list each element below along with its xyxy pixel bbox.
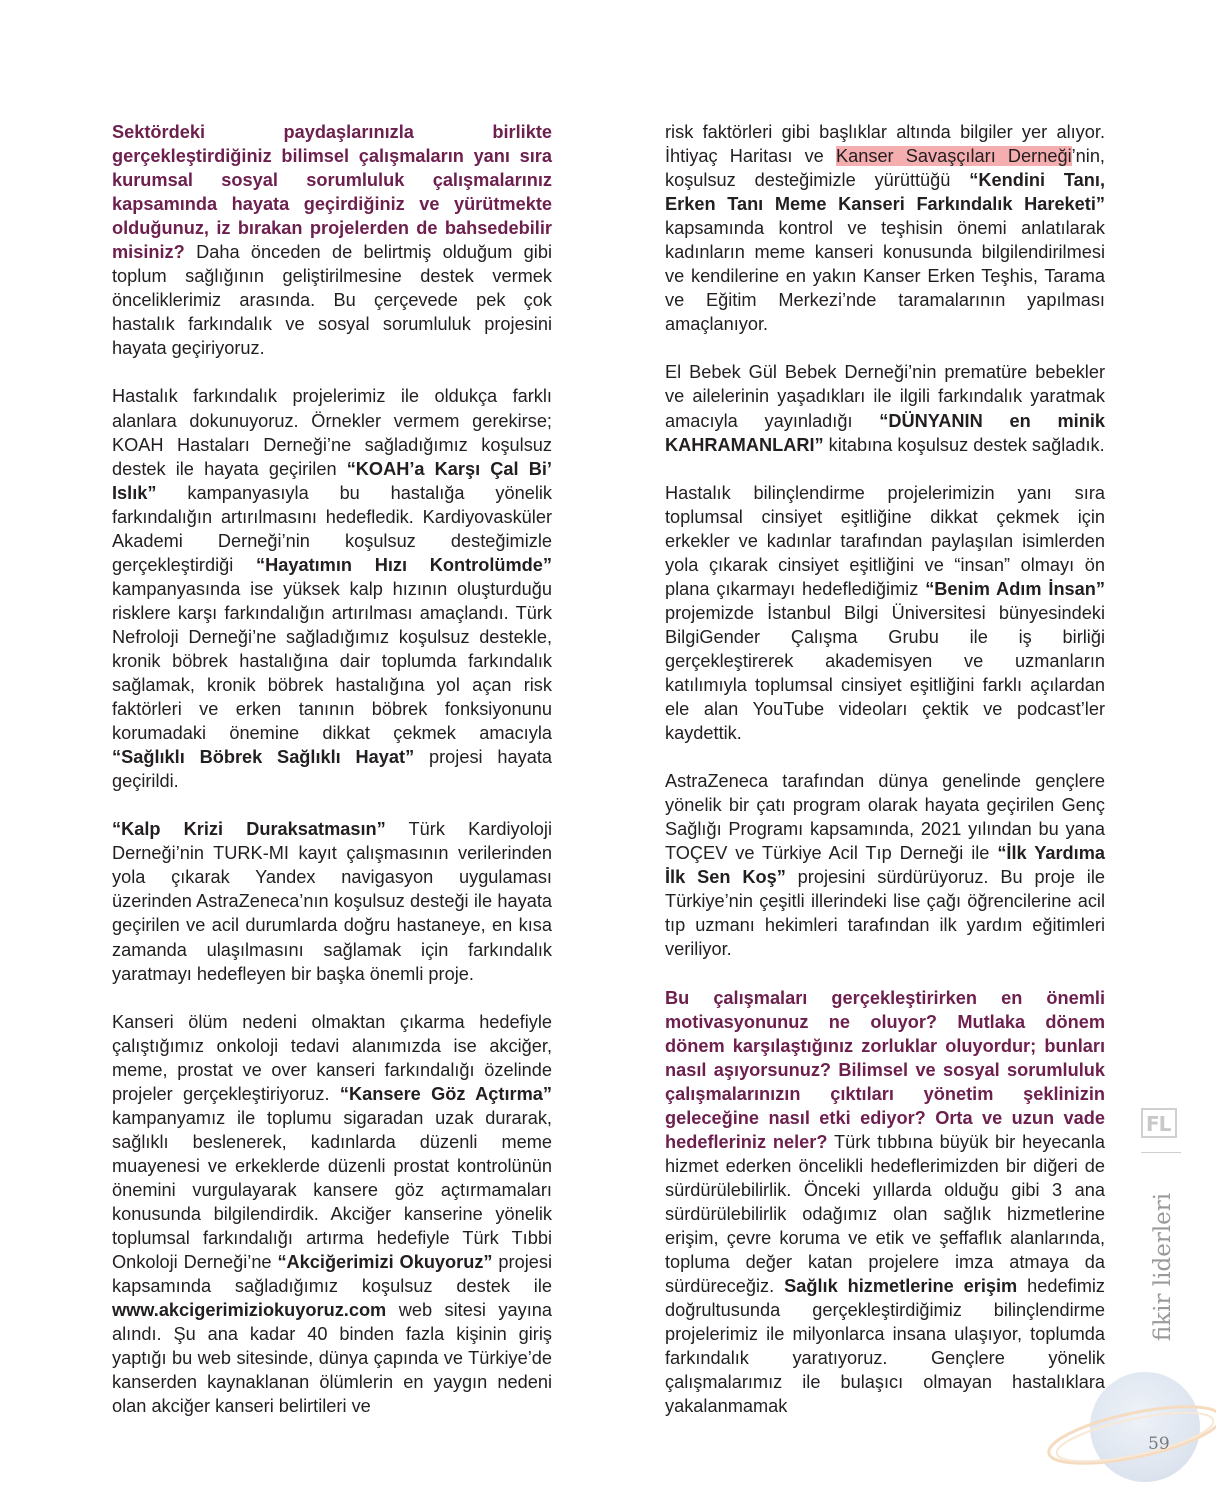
- body-text: ’nin, koşulsuz desteğimizle yürüttüğü: [665, 146, 1105, 191]
- answer-text: Daha önceden de belirtmiş olduğum gibi toplum sağlığının geliştirilmesine destek vermek önceliklerimiz arasında. Bu çerçevede pek çok hastalık farkındalık ve sosyal sorumluluk projesini hayata geçiriyoruz.: [112, 242, 552, 359]
- body-text: kampanyasıyla bu hastalığa yönelik farkındalığın artırılmasını hedefledik. Kardiyovasküler Akademi Derneği’nin koşulsuz desteğimizle gerçekleştirdiği: [112, 482, 552, 575]
- body-text: projesi hayata geçirildi.: [112, 747, 552, 792]
- body-text: projesini sürdürüyoruz. Bu proje ile Türkiye’nin çeşitli illerindeki lise çağı öğrencilerine acil tıp uzmanı hekimleri tarafından ilk yardım eğitimleri veriliyor.: [665, 867, 1106, 960]
- body-text: projemizde İstanbul Bilgi Üniversitesi bünyesindeki BilgiGender Çalışma Grubu ile iş birliği gerçekleştirerek akademisyen ve uzmanların katılımıyla toplumsal cinsiyet eşitliğini farklı açılardan ele alan YouTube videoları çektik ve podcast’ler kaydettik.: [665, 602, 1105, 744]
- website-link[interactable]: www.akcigerimiziokuyoruz.com: [112, 1300, 387, 1321]
- body-text: web sitesi yayına alındı. Şu ana kadar 40 binden fazla kişinin giriş yaptığı bu web sitesinde, dünya çapında ve Türkiye’de kanserden kaynaklanan ölümlerin en yaygın nedeni olan akciğer kanseri belirtileri ve: [112, 1300, 552, 1417]
- body-text: kampanyamız ile toplumu sigaradan uzak durarak, sağlıklı beslenerek, kadınlarda düzenli meme muayenesi ve erkeklerde düzenli prostat kontrolünün önemini vurgulayarak kansere göz açtırmamaları konusunda bilgilendirdik. Akciğer kanserine yönelik toplumsal farkındalığı artırma hedefiyle Türk Tıbbi Onkoloji Derneği’ne: [112, 1107, 552, 1273]
- campaign-name: “Kalp Krizi Duraksatmasın”: [112, 819, 386, 840]
- magazine-logo: [1141, 1108, 1177, 1138]
- paragraph-heart-attack: [112, 817, 552, 985]
- body-text: projesi kapsamında sağladığımız koşulsuz destek ile: [112, 1252, 552, 1297]
- paragraph-oncology: [112, 1010, 552, 1419]
- body-text: kitabına koşulsuz destek sağladık.: [823, 434, 1105, 455]
- campaign-name: “Akciğerimizi Okuyoruz”: [277, 1252, 493, 1273]
- paragraph-breast-cancer: [665, 120, 1105, 336]
- body-text: Hastalık farkındalık projelerimiz ile oldukça farklı alanlara dokunuyoruz. Örnekler vermem gerekirse; KOAH Hastaları Derneği’ne sağladığımız koşulsuz destek ile hayata geçirilen: [112, 386, 552, 479]
- book-title: “DÜNYANIN en minik KAHRAMANLARI”: [665, 410, 1105, 455]
- logo-text: FL: [1146, 1112, 1171, 1136]
- campaign-name: “KOAH’a Karşı Çal Bi’ Islık”: [112, 458, 552, 503]
- campaign-name: “Benim Adım İnsan”: [925, 578, 1105, 599]
- page-number: 59: [1148, 1434, 1170, 1454]
- interview-question: Sektördeki paydaşlarınızla birlikte gerçekleştirdiğiniz bilimsel çalışmaların yanı sıra kurumsal sosyal sorumluluk çalışmalarınız kapsamında hayata geçirdiğiniz ve yürütmekte olduğunuz, iz bırakan projelerden de bahsedebilir misiniz?: [112, 122, 552, 263]
- body-text: Kanseri ölüm nedeni olmaktan çıkarma hedefiyle çalıştığımız onkoloji tedavi alanımızda ise akciğer, meme, prostat ve over kanseri farkındalığı özelinde projeler gerçekleştiriyoruz.: [112, 1011, 552, 1104]
- answer-text: hedefimiz doğrultusunda gerçekleştirdiğimiz bilinçlendirme projelerimiz ile milyonlarca insana ulaşıyor, toplumda farkındalık yaratıyoruz. Gençlere yönelik çalışmalarımız ile bulaşıcı olmayan hastalıklara yakalanmamak: [665, 1276, 1105, 1417]
- paragraph-intro-question: [112, 120, 552, 360]
- campaign-name: “Hayatımın Hızı Kontrolümde”: [256, 554, 552, 575]
- answer-text: Türk tıbbına büyük bir heyecanla hizmet ederken öncelikli hedeflerimizden bir diğeri de sürdürülebilirlik. Önceki yıllarda olduğu gibi 3 ana sürdürülebilirlik odağımız olan sağlık hizmetlerine erişim, çevre koruma ve etik ve şeffaflık alanlarında, topluma değer katan projelere imza atmaya da sürdüreceğiz.: [665, 1131, 1105, 1297]
- paragraph-awareness-projects: [112, 384, 552, 793]
- body-text: risk faktörleri gibi başlıklar altında bilgiler yer alıyor. İhtiyaç Haritası ve: [665, 122, 1105, 167]
- body-text: Türk Kardiyoloji Derneği’nin TURK-MI kayıt çalışmasının verilerinden yola çıkarak Yandex navigasyon uygulaması üzerinden AstraZeneca’nın koşulsuz desteği ile hayata geçirilen ve acil durumlarda doğru hastaneye, en kısa zamanda ulaşılmasını sağlamak için farkındalık yaratmayı hedefleyen bir başka önemli proje.: [112, 819, 552, 984]
- right-column: [665, 120, 1105, 1442]
- paragraph-motivation-question: [665, 986, 1105, 1419]
- campaign-name: “Kendini Tanı, Erken Tanı Meme Kanseri Farkındalık Hareketi”: [665, 170, 1105, 215]
- section-label: fikir liderleri: [1150, 1192, 1176, 1342]
- orbit-ring-decoration: [1040, 1395, 1216, 1475]
- body-text: El Bebek Gül Bebek Derneği’nin prematüre bebekler ve ailelerinin yaşadıkları ile ilgili farkındalık yaratmak amacıyla yayınladığı: [665, 362, 1105, 431]
- body-text: kapsamında kontrol ve teşhisin önemi anlatılarak kadınların meme kanseri konusunda bilgilendirilmesi ve kendilerine en yakın Kanser Erken Teşhis, Tarama ve Eğitim Merkezi’nde taramalarının yapılması amaçlanıyor.: [665, 218, 1105, 335]
- campaign-name: “Kansere Göz Açtırma”: [339, 1083, 552, 1104]
- body-text: AstraZeneca tarafından dünya genelinde gençlere yönelik bir çatı program olarak hayata geçirilen Genç Sağlığı Programı kapsamında, 2021 yılından bu yana TOÇEV ve Türkiye Acil Tıp Derneği ile: [665, 771, 1105, 864]
- emphasis-text: Sağlık hizmetlerine erişim: [784, 1276, 1018, 1297]
- paragraph-premature-babies: [665, 360, 1105, 456]
- paragraph-youth-health: [665, 769, 1105, 961]
- campaign-name: “Sağlıklı Böbrek Sağlıklı Hayat”: [112, 747, 415, 768]
- sidebar-divider: [1141, 1152, 1181, 1153]
- interview-question: Bu çalışmaları gerçekleştirirken en önemli motivasyonunuz ne oluyor? Mutlaka dönem dönem karşılaştığınız zorluklar oluyordur; bunları nasıl aşıyorsunuz? Bilimsel ve sosyal sorumluluk çalışmalarınızın çıktıları yönetim şeklinizin geleceğine nasıl etki ediyor? Orta ve uzun vade hedefleriniz neler?: [665, 987, 1105, 1152]
- left-column: [112, 120, 552, 1442]
- campaign-name: “İlk Yardıma İlk Sen Koş”: [665, 843, 1105, 888]
- highlighted-text: Kanser Savaşçıları Derneği: [835, 146, 1072, 167]
- paragraph-gender-equality: [665, 481, 1105, 746]
- body-text: Hastalık bilinçlendirme projelerimizin yanı sıra toplumsal cinsiyet eşitliğine dikkat çekmek için erkekler ve kadınlar tarafından paylaşılan isimlerden yola çıkarak cinsiyet eşitliğini ve “insan” olmayı ön plana çıkarmayı hedeflediğimiz: [665, 482, 1105, 599]
- body-text: kampanyasında ise yüksek kalp hızının oluşturduğu risklere karşı farkındalığın artırılması amaçlandı. Türk Nefroloji Derneği’ne sağladığımız koşulsuz destekle, kronik böbrek hastalığına dair toplumda farkındalık sağlamak, kronik böbrek hastalığına yol açan risk faktörleri ve erken tanının böbrek fonksiyonunu korumadaki önemine dikkat çekmek amacıyla: [112, 578, 552, 744]
